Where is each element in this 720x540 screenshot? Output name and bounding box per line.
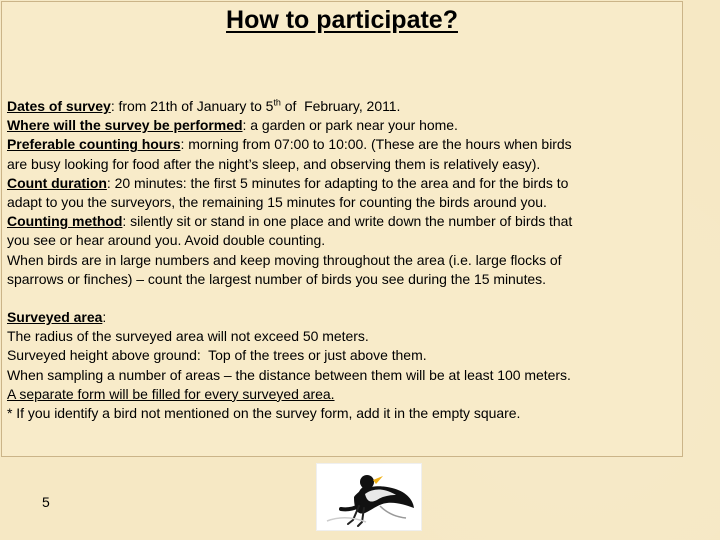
page-title: How to participate?	[226, 6, 458, 34]
identify-bird-note: * If you identify a bird not mentioned on the survey form, add it in the empty square.	[7, 405, 521, 422]
separate-form-note: A separate form will be filled for every surveyed area.	[7, 385, 335, 402]
counting-hours-line-2: are busy looking for food after the night’s sleep, and observing them is relatively easy).	[7, 155, 541, 172]
survey-dates-superscript: th	[273, 97, 281, 108]
survey-place-line	[7, 116, 671, 135]
counting-hours-label: Preferable counting hours	[7, 136, 181, 153]
surveyed-area-label: Surveyed area	[7, 309, 103, 326]
survey-dates-line	[7, 97, 671, 116]
survey-dates-suffix: of February, 2011.	[280, 98, 401, 114]
count-duration-line-2: adapt to you the surveyors, the remaining 15 minutes for counting the birds around you.	[7, 194, 547, 211]
survey-place-text: : a garden or park near your home.	[242, 117, 458, 134]
survey-place-label: Where will the survey be performed	[7, 117, 243, 134]
surveyed-area-height: Surveyed height above ground: Top of the trees or just above them.	[7, 347, 427, 364]
large-numbers-line-1: When birds are in large numbers and keep moving throughout the area (i.e. large flocks of	[7, 251, 562, 268]
count-duration-text-1: : 20 minutes: the first 5 minutes for adapting to the area and for the birds to	[106, 174, 569, 191]
section-gap	[7, 289, 671, 308]
surveyed-area-distance: When sampling a number of areas – the distance between them will be at least 100 meters.	[7, 366, 571, 383]
counting-hours-line-1	[7, 135, 671, 154]
counting-hours-text-1: : morning from 07:00 to 10:00. (These are the hours when birds	[180, 136, 572, 153]
counting-method-label: Counting method	[7, 213, 123, 230]
surveyed-area-heading	[7, 308, 671, 327]
counting-method-line-2: you see or hear around you. Avoid double counting.	[7, 232, 326, 249]
bird-illustration-svg	[317, 464, 421, 530]
counting-method-text-1: : silently sit or stand in one place and write down the number of birds that	[122, 213, 573, 230]
large-numbers-line-2: sparrows or finches) – count the largest number of birds you see during the 15 minutes.	[7, 270, 547, 287]
surveyed-area-colon: :	[102, 309, 107, 326]
page-number: 5	[42, 494, 50, 510]
bird-illustration-icon	[316, 463, 422, 531]
survey-dates-label: Dates of survey	[7, 98, 111, 114]
count-duration-line-1	[7, 174, 671, 193]
count-duration-label: Count duration	[7, 174, 107, 191]
survey-dates-prefix: : from 21th of January to 5	[110, 98, 274, 114]
counting-method-line-1	[7, 212, 671, 231]
surveyed-area-radius: The radius of the surveyed area will not exceed 50 meters.	[7, 328, 369, 345]
bird-head-icon	[360, 475, 374, 489]
instructions-content	[7, 97, 671, 423]
